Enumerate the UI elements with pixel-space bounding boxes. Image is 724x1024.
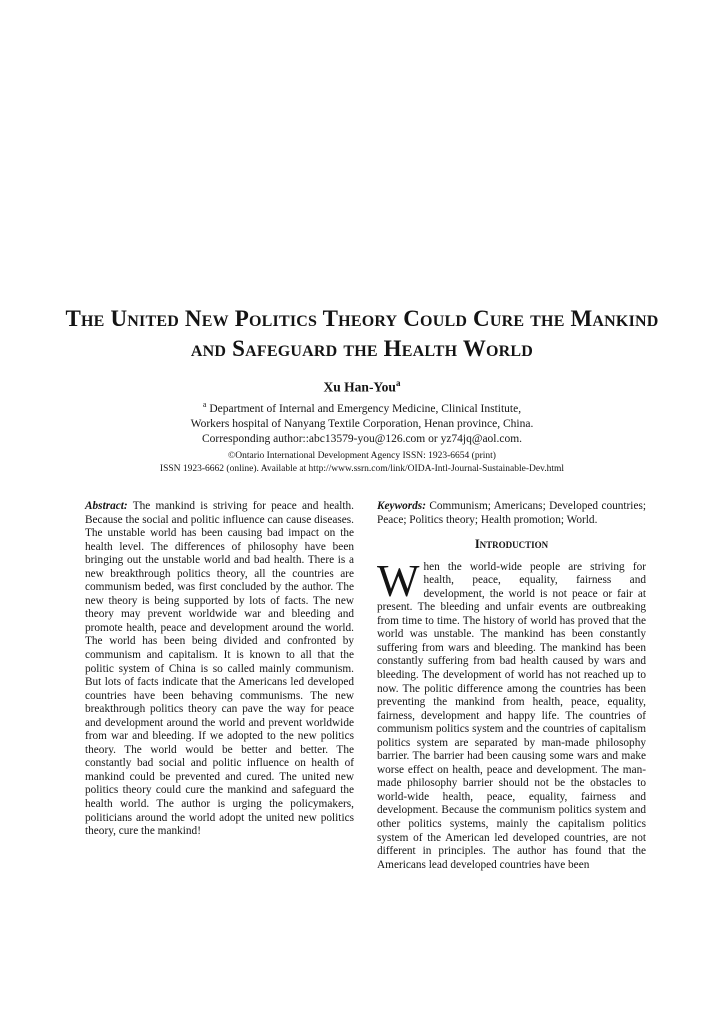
author-name-text: Xu Han-You bbox=[323, 379, 396, 395]
author-name bbox=[0, 378, 724, 396]
abstract-paragraph bbox=[85, 500, 354, 839]
abstract-text: The mankind is striving for peace and health. Because the social and politic influence can cause diseases. The unstable world has been causing bad impact on the health level. The differences of philosophy have been bringing out the unstable world and bad health. There is a new breakthrough politics theory, all the countries are communism beded, was first concluded by the author. The new theory is being supported by lots of facts. The new theory may prevent worldwide war and bleeding and promote health, peace and development around the world. The world has been being divided and confronted by communism and capitalism. It is known to all that the politic system of China is so called mainly communism. But lots of facts indicate that the Americans led developed countries have been behaving communisms. The new breakthrough politics theory can pave the way for peace and development around the world and prevent worldwide from war and bleeding. If we adopted to the new politics theory. The world would be better and better. The constantly bad social and politic influence on health of mankind could be prevented and cured. The united new politics theory could cure the mankind and safeguard the health world. The author is urging the policymakers, politicians around the world adopt the united new politics theory, cure the mankind! bbox=[85, 500, 354, 838]
introduction-paragraph bbox=[377, 555, 646, 873]
affiliation-line-1 bbox=[0, 397, 724, 417]
page-title: The United New Politics Theory Could Cure the Mankind and Safeguard the Health World bbox=[65, 306, 659, 361]
publisher-issn-online: ISSN 1923-6662 (online). Available at http://www.ssrn.com/link/OIDA-Intl-Journal-Sustainable-Dev.html bbox=[159, 463, 565, 474]
keywords-paragraph bbox=[377, 500, 646, 527]
affiliation-superscript: a bbox=[202, 400, 207, 409]
introduction-heading: Introduction bbox=[474, 537, 549, 552]
affiliation-line-1-text: Department of Internal and Emergency Medicine, Clinical Institute, bbox=[206, 402, 522, 415]
keywords-label: Keywords: bbox=[377, 500, 426, 512]
author-superscript: a bbox=[395, 378, 401, 388]
two-column-body bbox=[85, 500, 646, 872]
publisher-block bbox=[0, 450, 724, 475]
left-column bbox=[85, 500, 354, 872]
affiliation-line-2: Workers hospital of Nanyang Textile Corporation, Henan province, China. bbox=[190, 418, 534, 431]
publisher-issn-print: ©Ontario International Development Agency ISSN: 1923-6654 (print) bbox=[228, 451, 496, 461]
right-column bbox=[377, 500, 646, 872]
corresponding-author-line: Corresponding author::abc13579-you@126.com or yz74jq@aol.com. bbox=[201, 433, 523, 446]
abstract-label: Abstract: bbox=[85, 500, 128, 512]
affiliation-block bbox=[0, 397, 724, 448]
introduction-text: hen the world-wide people are striving for health, peace, equality, fairness and development, the world is not peace or fair at present. The bleeding and unfair events are outbreaking from time to time. The history of world has proved that the world was unstable. The mankind has been constantly suffering from wars and bleeding. The mankind has been constantly suffering from bad health caused by wars and bleeding. The development of world has not reached up to now. The politic difference among the countries has been preventing the mankind from health, peace, equality, fairness, development and happy life. The countries of communism politics system and the countries of capitalism politics system are separated by man-made philosophy barrier. The barrier had been causing some wars and make worse effect on health, peace and development. The man-made philosophy barrier should not be the obstacles to world-wide health, peace, equality, fairness and development. Because the communism politics system and other politics systems, mainly the capitalism politics system of the American led developed countries, are not different in principles. The author has found that the Americans lead developed countries have been bbox=[377, 560, 646, 871]
keywords-text: Communism; Americans; Developed countries; Peace; Politics theory; Health promotion; World. bbox=[377, 500, 646, 526]
dropcap-w: W bbox=[377, 555, 420, 606]
